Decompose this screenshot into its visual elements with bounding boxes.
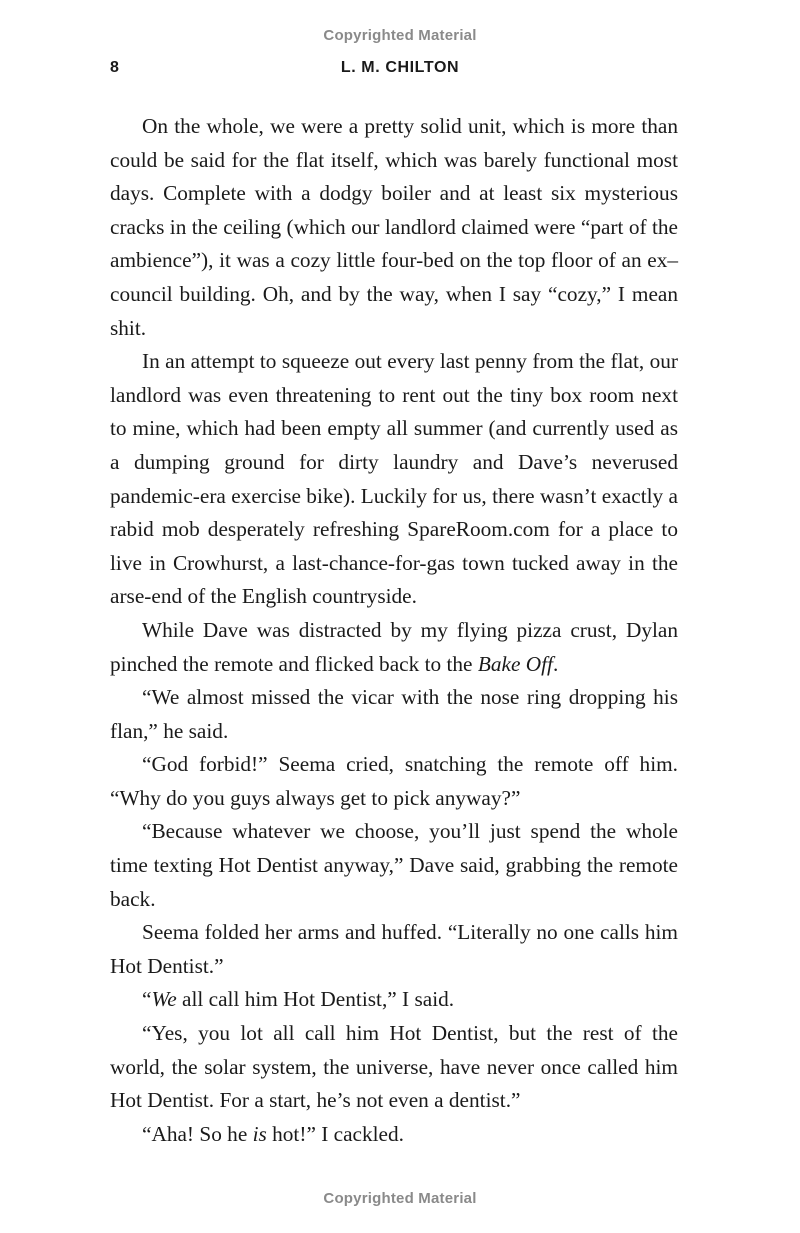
copyright-watermark-top: Copyrighted Material bbox=[323, 27, 477, 44]
paragraph bbox=[110, 916, 678, 983]
text-run: “Because whatever we choose, you’ll just spend the whole time texting Hot Dentist anyway,” Dave said, grabbing the remote back. bbox=[110, 819, 678, 911]
italic-text: Bake Off bbox=[477, 651, 553, 676]
paragraph bbox=[110, 983, 678, 1017]
text-run: “ bbox=[142, 987, 152, 1012]
paragraph bbox=[110, 1118, 678, 1152]
paragraph bbox=[110, 681, 678, 748]
italic-text: is bbox=[252, 1121, 267, 1146]
text-run: hot!” I cackled. bbox=[266, 1121, 404, 1146]
italic-text: We bbox=[151, 987, 177, 1012]
text-run: In an attempt to squeeze out every last penny from the flat, our landlord was even threatening to rent out the tiny box room next to mine, which had been empty all summer (and currently used as a dumping ground for dirty laundry and Dave’s neverused pandemic-era exercise bike). Luckily for us, there wasn’t exactly a rabid mob desperately refreshing SpareRoom.com for a place to live in Crowhurst, a last-chance-for-gas town tucked away in the arse-end of the English countryside. bbox=[110, 349, 678, 609]
text-run: all call him Hot Dentist,” I said. bbox=[176, 987, 455, 1012]
text-run: Seema folded her arms and huffed. “Literally no one calls him Hot Dentist.” bbox=[110, 920, 678, 978]
paragraph bbox=[110, 748, 678, 815]
author-name: L. M. CHILTON bbox=[340, 59, 460, 76]
paragraph bbox=[110, 815, 678, 916]
running-head bbox=[0, 59, 800, 81]
text-run: “We almost missed the vicar with the nose ring dropping his flan,” he said. bbox=[110, 685, 678, 743]
paragraph bbox=[110, 1017, 678, 1118]
text-run: “Yes, you lot all call him Hot Dentist, but the rest of the world, the solar system, the universe, have never once called him Hot Dentist. For a start, he’s not even a dentist.” bbox=[110, 1021, 678, 1113]
text-run: . bbox=[552, 651, 559, 676]
paragraph bbox=[110, 614, 678, 681]
body-text bbox=[110, 110, 678, 1151]
text-run: On the whole, we were a pretty solid unit, which is more than could be said for the flat itself, which was barely functional most days. Complete with a dodgy boiler and at least six mysterious cracks in the ceiling (which our landlord claimed were “part of the ambience”), it was a cozy little four-bed on the top floor of an ex–council building. Oh, and by the way, when I say “cozy,” I mean shit. bbox=[110, 114, 678, 340]
paragraph bbox=[110, 110, 678, 345]
page-number: 8 bbox=[110, 59, 119, 76]
text-run: “Aha! So he bbox=[142, 1121, 253, 1146]
text-run: While Dave was distracted by my flying pizza crust, Dylan pinched the remote and flicked back to the bbox=[110, 617, 678, 676]
copyright-watermark-bottom: Copyrighted Material bbox=[323, 1190, 477, 1207]
text-run: “God forbid!” Seema cried, snatching the remote off him. “Why do you guys always get to pick anyway?” bbox=[110, 752, 678, 810]
paragraph bbox=[110, 345, 678, 614]
